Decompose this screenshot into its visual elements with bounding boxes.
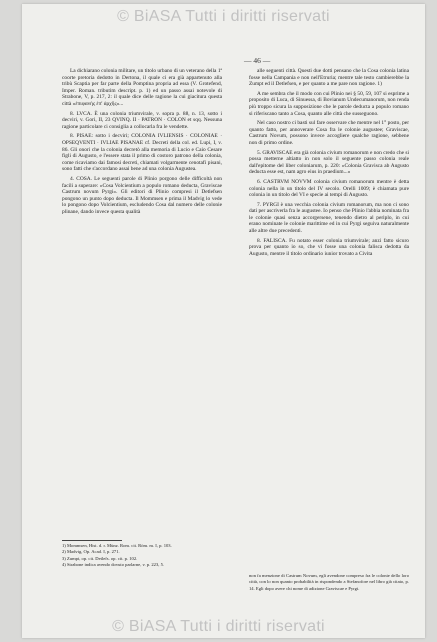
footnote: 4) Strabone indica avendo dovuto parlarne, v. p. 223, 5. [62, 562, 165, 568]
paragraph: 8. LVCA. È una colonia triumvirale, v. sopra p. 88, n. 13, sotto i decviri, v. Gori, II, 23 QVINQ. II · PATRON · COLON et sqq. Nessuna ragione particolare ci consiglia a collocarla fra le vendette. [62, 110, 222, 130]
paragraph: 5. GRAVISCAE era già colonia civium romanorum e non credo che si possa metterne altiatto in non solo il seguente passo colonia reale dall'epitome del liber coloniarum, p. 220: «Colonia Gravisca ab Augusto deducta esse est, nam agro eius in praedium...» [249, 149, 409, 176]
footnotes-left [62, 543, 222, 569]
paragraph: 7. PYRGI è una vecchia colonia civium romanorum, ma non ci sono dati per ascriverla fra le augustee. Io penso che Plinio l'abbia nominata fra le colonie quasi senza accorgersene, tenendo dietro al periplo, in cui erano nominate le colonie marittime ed in cui Pyrgi seguiva naturalmente alle altre due precedenti. [249, 201, 409, 235]
paragraph: alle seguenti città. Questi due dotti pensano che la Cosa colonia latina fosse nella Campania e non nell'Etruria; mentre tale testo cambierebbe la Zumpt ed il Detlefsen, e per quanto a me pare non ragione. 1) [249, 68, 409, 88]
paragraph: Nel caso nostro ci basti sul fare osservare che mentre nel 1° posto, per quanto fatto, per annoverare Cosa fra le colonie augustee; Graviscae, Castrum Novum, possono invece accogliere qualche ragione, sebbene non di primo ordine. [249, 120, 409, 146]
left-column [62, 68, 222, 218]
paragraph: 8. PISAE: sotto i decviri; COLONIA IVLIENSIS · COLONIAE · OPSEQVENTI · IVLIAE PISANAE cf. Decreti della col. ed. Lupi, I, v. 86. Gli onori che la colonia decretò alla memoria di Lucio e Caio Cesare figli di Augusto, e l'essere stata il primo di costoro patrono della colonia, come ricaviamo dai famosi decreti, chiamati volgarmente cenotafi pisani, sono fatti che s'accordano assai bene ad una colonia Augustea. [62, 133, 222, 173]
footnote-divider [62, 540, 122, 541]
paragraph: 4. COSA. Le seguenti parole di Plinio porgono delle difficoltà non facili a superare: «Cosa Volcientium a populo romano deducta, Graviscae Castrum novum Pyrgi». Gli editori di Plinio compresi il Detlefsen pongono un punto dopo deducta. Il Mommsen e prima il Madvig lo vede lo pongono dopo Volcientium, escludendo Cosa dal numero delle colonie plinane, dando invece questa qualità [62, 175, 222, 215]
paragraph: 6. CASTRVM NOVVM colonia civium romanorum mentre è detta colonia nella in un titolo del IV secolo. Orelli 1009; è chiamata pure colonia in un titolo del VI e specie ai tempi di Augusto. [249, 178, 409, 199]
footnote: 2) Madvig, Op. Acad. I, p. 271. [62, 549, 120, 555]
footnote: non fa menzione di Castrum Novum, egli avendone compreso fra le colonie dello loro città, con lo non quanto probabilità in rispondendo a Stefanofore nel libro già citato, p. 14. Egli dopo avere chi nome di adizione Graviscae e Pyrgi. [249, 573, 409, 591]
page-number: — 46 — [244, 56, 271, 65]
footnotes-right [249, 573, 409, 592]
footnote: 1) Mommsen, Hist. d. r. Münz. Rom. cit. Röm. m. I, p. 103. [62, 543, 172, 548]
paragraph: A me sembra che il modo con cui Plinio nei § 50, 59, 107 si esprime a proposito di Luca, di Sinuessa, di Bovianum Undecumanorum, non renda più troppo sicura la supposizione che le parole deducta a populo romano si riferiscano tanto a Cosa, quanto alle città che susseguono. [249, 90, 409, 117]
footnote: 3) Zumpt, op. cit. Detlefs. op. cit. p. 102. [62, 555, 138, 561]
paragraph: La dichiarano colonia militare, un titolo urbano di un veterano della 1ª coorte pretoria dedotto in Dertona, il quale ci era già appartenuto alla tribù Scaptia per far parte della Pomptina propria ad essa (V. Grotefend, Imper. Roman. tributim descript. p. 1) ed un passo assai notevole di Strabone, V, p. 217, 2: il quale dice delle ragione la cui giacitura questa città «ἐπιφανὴς ἐπ' ἀρχῆς»... [62, 68, 222, 107]
right-column [249, 68, 409, 260]
paragraph: 8. FALISCA. Fu notato esser colonia triumvirale; anzi fatto sicuro prova per quanto io so, che vi fosse una colonia falisca dedotta da Augusto, mentre il titolo ordinario iunior trovato a Civita [249, 237, 409, 257]
watermark-bottom: © BiASA Tutti i diritti riservati [112, 618, 325, 635]
watermark-top: © BiASA Tutti i diritti riservati [117, 8, 330, 25]
